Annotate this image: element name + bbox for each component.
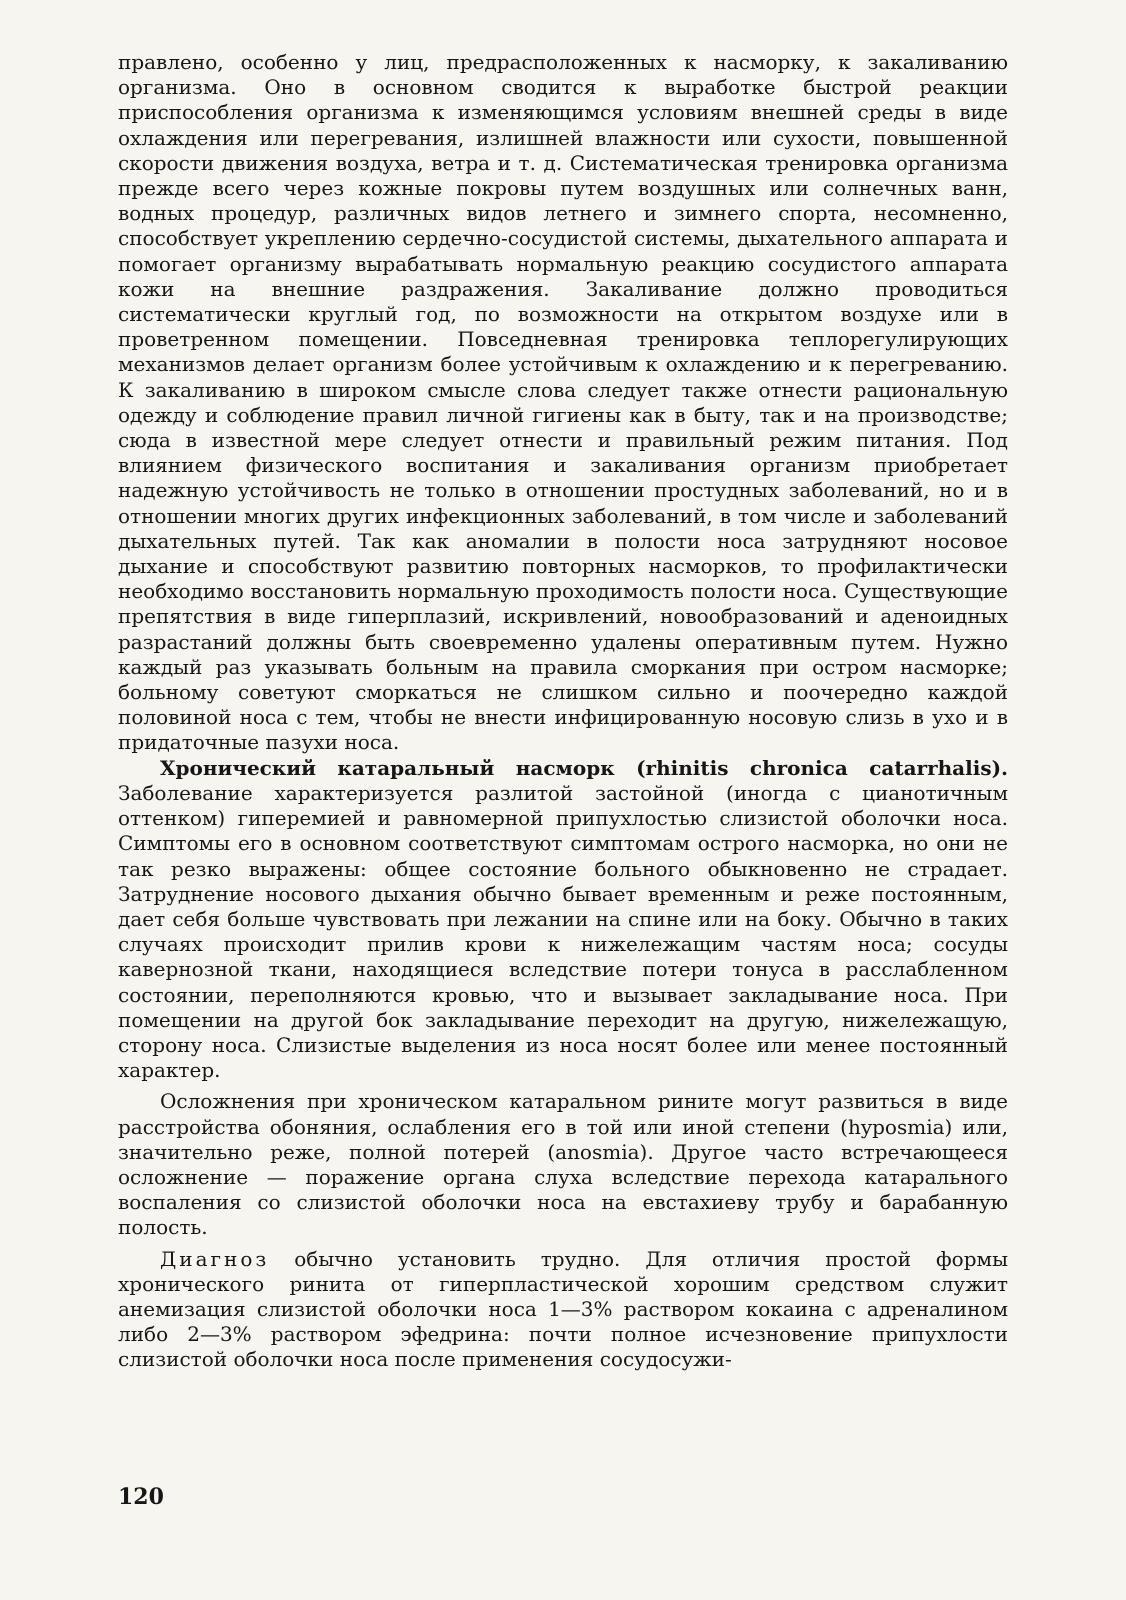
paragraph (118, 1247, 1008, 1373)
page-number: 120 (118, 1484, 164, 1510)
paragraph (118, 1089, 1008, 1240)
spaced-term: Диагноз (160, 1246, 270, 1271)
paragraph (118, 50, 1008, 756)
body-text (118, 50, 1008, 1373)
paragraph-text: Осложнения при хроническом катаральном рините могут развиться в виде расстройства обоняния, ослабления его в той или иной степени (hyposmia) или, значительно реже, полной потерей (anosmia). Другое часто встречающееся осложнение — поражение органа слуха вследствие перехода катарального воспаления со слизистой оболочки носа на евстахиеву трубу и барабанную полость. (118, 1089, 1008, 1240)
paragraph (118, 756, 1008, 1084)
paragraph-text: Заболевание характеризуется разлитой застойной (иногда с цианотичным оттенком) гиперемией и равномерной припухлостью слизистой оболочки носа. Симптомы его в основном соответствуют симптомам острого насморка, но они не так резко выражены: общее состояние больного обыкновенно не страдает. Затруднение носового дыхания обычно бывает временным и реже постоянным, дает себя больше чувствовать при лежании на спине или на боку. Обычно в таких случаях происходит прилив крови к нижележащим частям носа; сосуды кавернозной ткани, находящиеся вследствие потери тонуса в расслабленном состоянии, переполняются кровью, что и вызывает закладывание носа. При помещении на другой бок закладывание переходит на другую, нижележащую, сторону носа. Слизистые выделения из носа носят более или менее постоянный характер. (118, 780, 1008, 1083)
paragraph-text: правлено, особенно у лиц, предрасположенных к насморку, к закаливанию организма. Оно в основном сводится к выработке быстрой реакции приспособления организма к изменяющимся условиям внешней среды в виде охлаждения или перегревания, излишней влажности или сухости, повышенной скорости движения воздуха, ветра и т. д. Систематическая тренировка организма прежде всего через кожные покровы путем воздушных или солнечных ванн, водных процедур, различных видов летнего и зимнего спорта, несомненно, способствует укреплению сердечно-сосудистой системы, дыхательного аппарата и помогает организму вырабатывать нормальную реакцию сосудистого аппарата кожи на внешние раздражения. Закаливание должно проводиться систематически круглый год, по возможности на открытом воздухе или в проветренном помещении. Повседневная тренировка теплорегулирующих механизмов делает организм более устойчивым к охлаждению и к перегреванию. К закаливанию в широком смысле слова следует также отнести рациональную одежду и соблюдение правил личной гигиены как в быту, так и на производстве; сюда в известной мере следует отнести и правильный режим питания. Под влиянием физического воспитания и закаливания организм приобретает надежную устойчивость не только в отношении простудных заболеваний, но и в отношении многих других инфекционных заболеваний, в том числе и заболеваний дыхательных путей. Так как аномалии в полости носа затрудняют носовое дыхание и способствуют развитию повторных насморков, то профилактически необходимо восстановить нормальную проходимость полости носа. Существующие препятствия в виде гиперплазий, искривлений, новообразований и аденоидных разрастаний должны быть своевременно удалены оперативным путем. Нужно каждый раз указывать больным на правила сморкания при остром насморке; больному советуют сморкаться не слишком сильно и поочередно каждой половиной носа с тем, чтобы не внести инфицированную носовую слизь в ухо и в придаточные пазухи носа. (118, 50, 1008, 755)
section-heading: Хронический катаральный насморк (rhinitis chronica catarrhalis). (160, 755, 1008, 780)
paragraph-text: обычно установить трудно. Для отличия простой формы хронического ринита от гиперпластической хорошим средством служит анемизация слизистой оболочки носа 1—3% раствором кокаина с адреналином либо 2—3% раствором эфедрина: почти полное исчезновение припухлости слизистой оболочки носа после применения сосудосужи- (118, 1246, 1008, 1372)
